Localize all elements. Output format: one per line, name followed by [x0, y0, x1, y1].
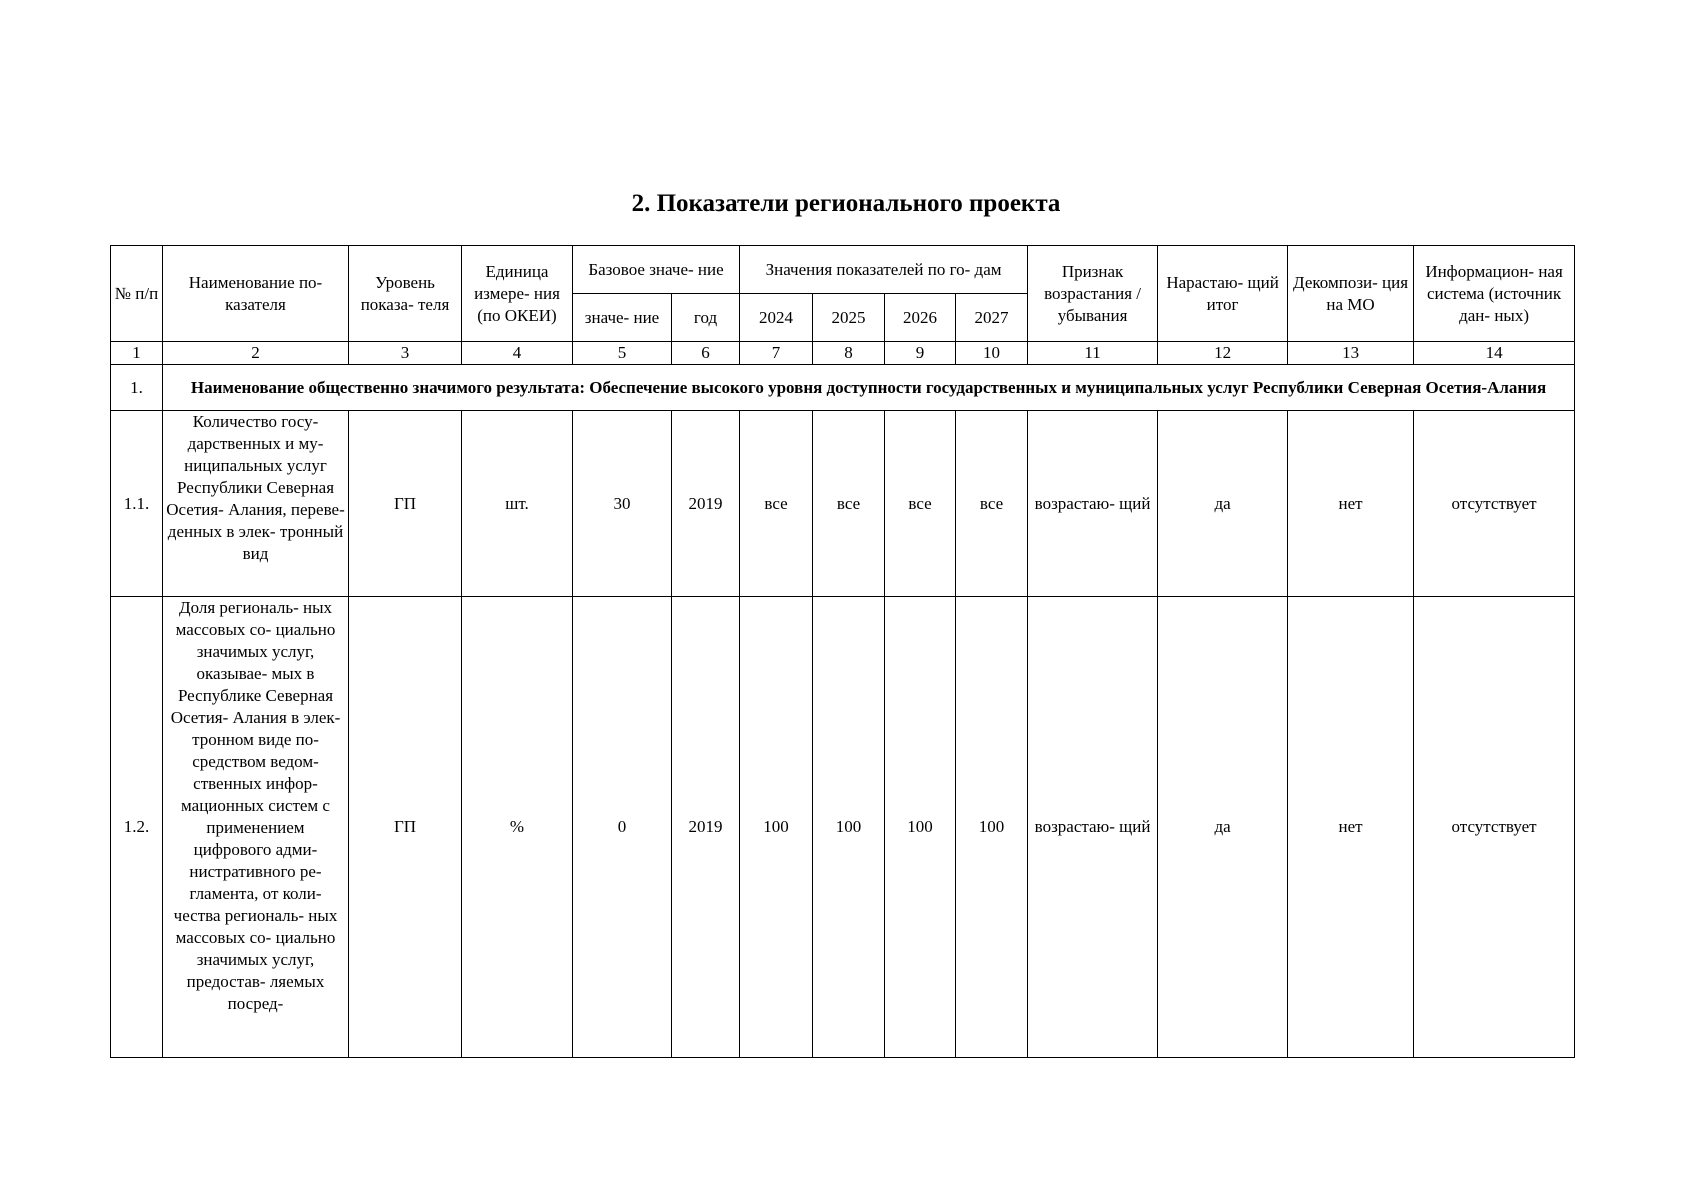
row-level: ГП — [349, 597, 462, 1058]
row-cumulative: да — [1158, 411, 1288, 597]
row-num: 1.2. — [111, 597, 163, 1058]
column-number: 6 — [672, 342, 740, 365]
row-value-2026: 100 — [885, 597, 956, 1058]
column-numbers-row — [111, 342, 1575, 365]
row-value-2025: все — [813, 411, 885, 597]
table-row — [111, 597, 1575, 1058]
header-base-year: год — [672, 294, 740, 342]
column-number: 3 — [349, 342, 462, 365]
page-title: 2. Показатели регионального проекта — [631, 190, 1061, 217]
header-decomposition: Декомпози- ция на МО — [1288, 246, 1414, 342]
header-level: Уровень показа- теля — [349, 246, 462, 342]
column-number: 11 — [1028, 342, 1158, 365]
column-number: 10 — [956, 342, 1028, 365]
row-base-year: 2019 — [672, 597, 740, 1058]
header-year-2024: 2024 — [740, 294, 813, 342]
row-level: ГП — [349, 411, 462, 597]
table-row — [111, 411, 1575, 597]
row-sign: возрастаю- щий — [1028, 597, 1158, 1058]
row-value-2026: все — [885, 411, 956, 597]
header-base-value: значе- ние — [573, 294, 672, 342]
row-name: Количество госу- дарственных и му- ниципальных услуг Республики Северная Осетия- Алания, переве- денных в элек- тронный вид — [163, 411, 349, 597]
header-year-2027: 2027 — [956, 294, 1028, 342]
column-number: 14 — [1414, 342, 1575, 365]
row-value-2025: 100 — [813, 597, 885, 1058]
row-name: Доля региональ- ных массовых со- циально значимых услуг, оказывае- мых в Республике Северная Осетия- Алания в элек- тронном виде по- средством ведом- ственных инфор- мационных систем с применением цифрового адми- нистративного ре- гламента, от коли- чества региональ- ных массовых со- циально значимых услуг, предостав- ляемых посред- — [163, 597, 349, 1058]
header-info-system: Информацион- ная система (источник дан- ных) — [1414, 246, 1575, 342]
header-years-group: Значения показателей по го- дам — [740, 246, 1028, 294]
row-value-2027: все — [956, 411, 1028, 597]
column-number: 12 — [1158, 342, 1288, 365]
row-info-system: отсутствует — [1414, 411, 1575, 597]
row-base-value: 0 — [573, 597, 672, 1058]
column-number: 13 — [1288, 342, 1414, 365]
column-number: 8 — [813, 342, 885, 365]
row-unit: шт. — [462, 411, 573, 597]
header-sign: Признак возрастания / убывания — [1028, 246, 1158, 342]
row-value-2024: все — [740, 411, 813, 597]
row-sign: возрастаю- щий — [1028, 411, 1158, 597]
row-unit: % — [462, 597, 573, 1058]
column-number: 9 — [885, 342, 956, 365]
row-info-system: отсутствует — [1414, 597, 1575, 1058]
header-year-2026: 2026 — [885, 294, 956, 342]
column-number: 4 — [462, 342, 573, 365]
section-row — [111, 365, 1575, 411]
row-decomposition: нет — [1288, 411, 1414, 597]
row-base-value: 30 — [573, 411, 672, 597]
section-num: 1. — [111, 365, 163, 411]
indicators-table — [110, 245, 1575, 1058]
header-cumulative: Нарастаю- щий итог — [1158, 246, 1288, 342]
column-number: 7 — [740, 342, 813, 365]
header-num: № п/п — [111, 246, 163, 342]
header-base-group: Базовое значе- ние — [573, 246, 740, 294]
row-base-year: 2019 — [672, 411, 740, 597]
row-cumulative: да — [1158, 597, 1288, 1058]
row-value-2027: 100 — [956, 597, 1028, 1058]
row-decomposition: нет — [1288, 597, 1414, 1058]
section-title: Наименование общественно значимого результата: Обеспечение высокого уровня доступности государственных и муниципальных услуг Республики Северная Осетия-Алания — [163, 365, 1575, 411]
row-value-2024: 100 — [740, 597, 813, 1058]
row-num: 1.1. — [111, 411, 163, 597]
header-unit: Единица измере- ния (по ОКЕИ) — [462, 246, 573, 342]
column-number: 5 — [573, 342, 672, 365]
header-year-2025: 2025 — [813, 294, 885, 342]
column-number: 1 — [111, 342, 163, 365]
header-name: Наименование по- казателя — [163, 246, 349, 342]
column-number: 2 — [163, 342, 349, 365]
